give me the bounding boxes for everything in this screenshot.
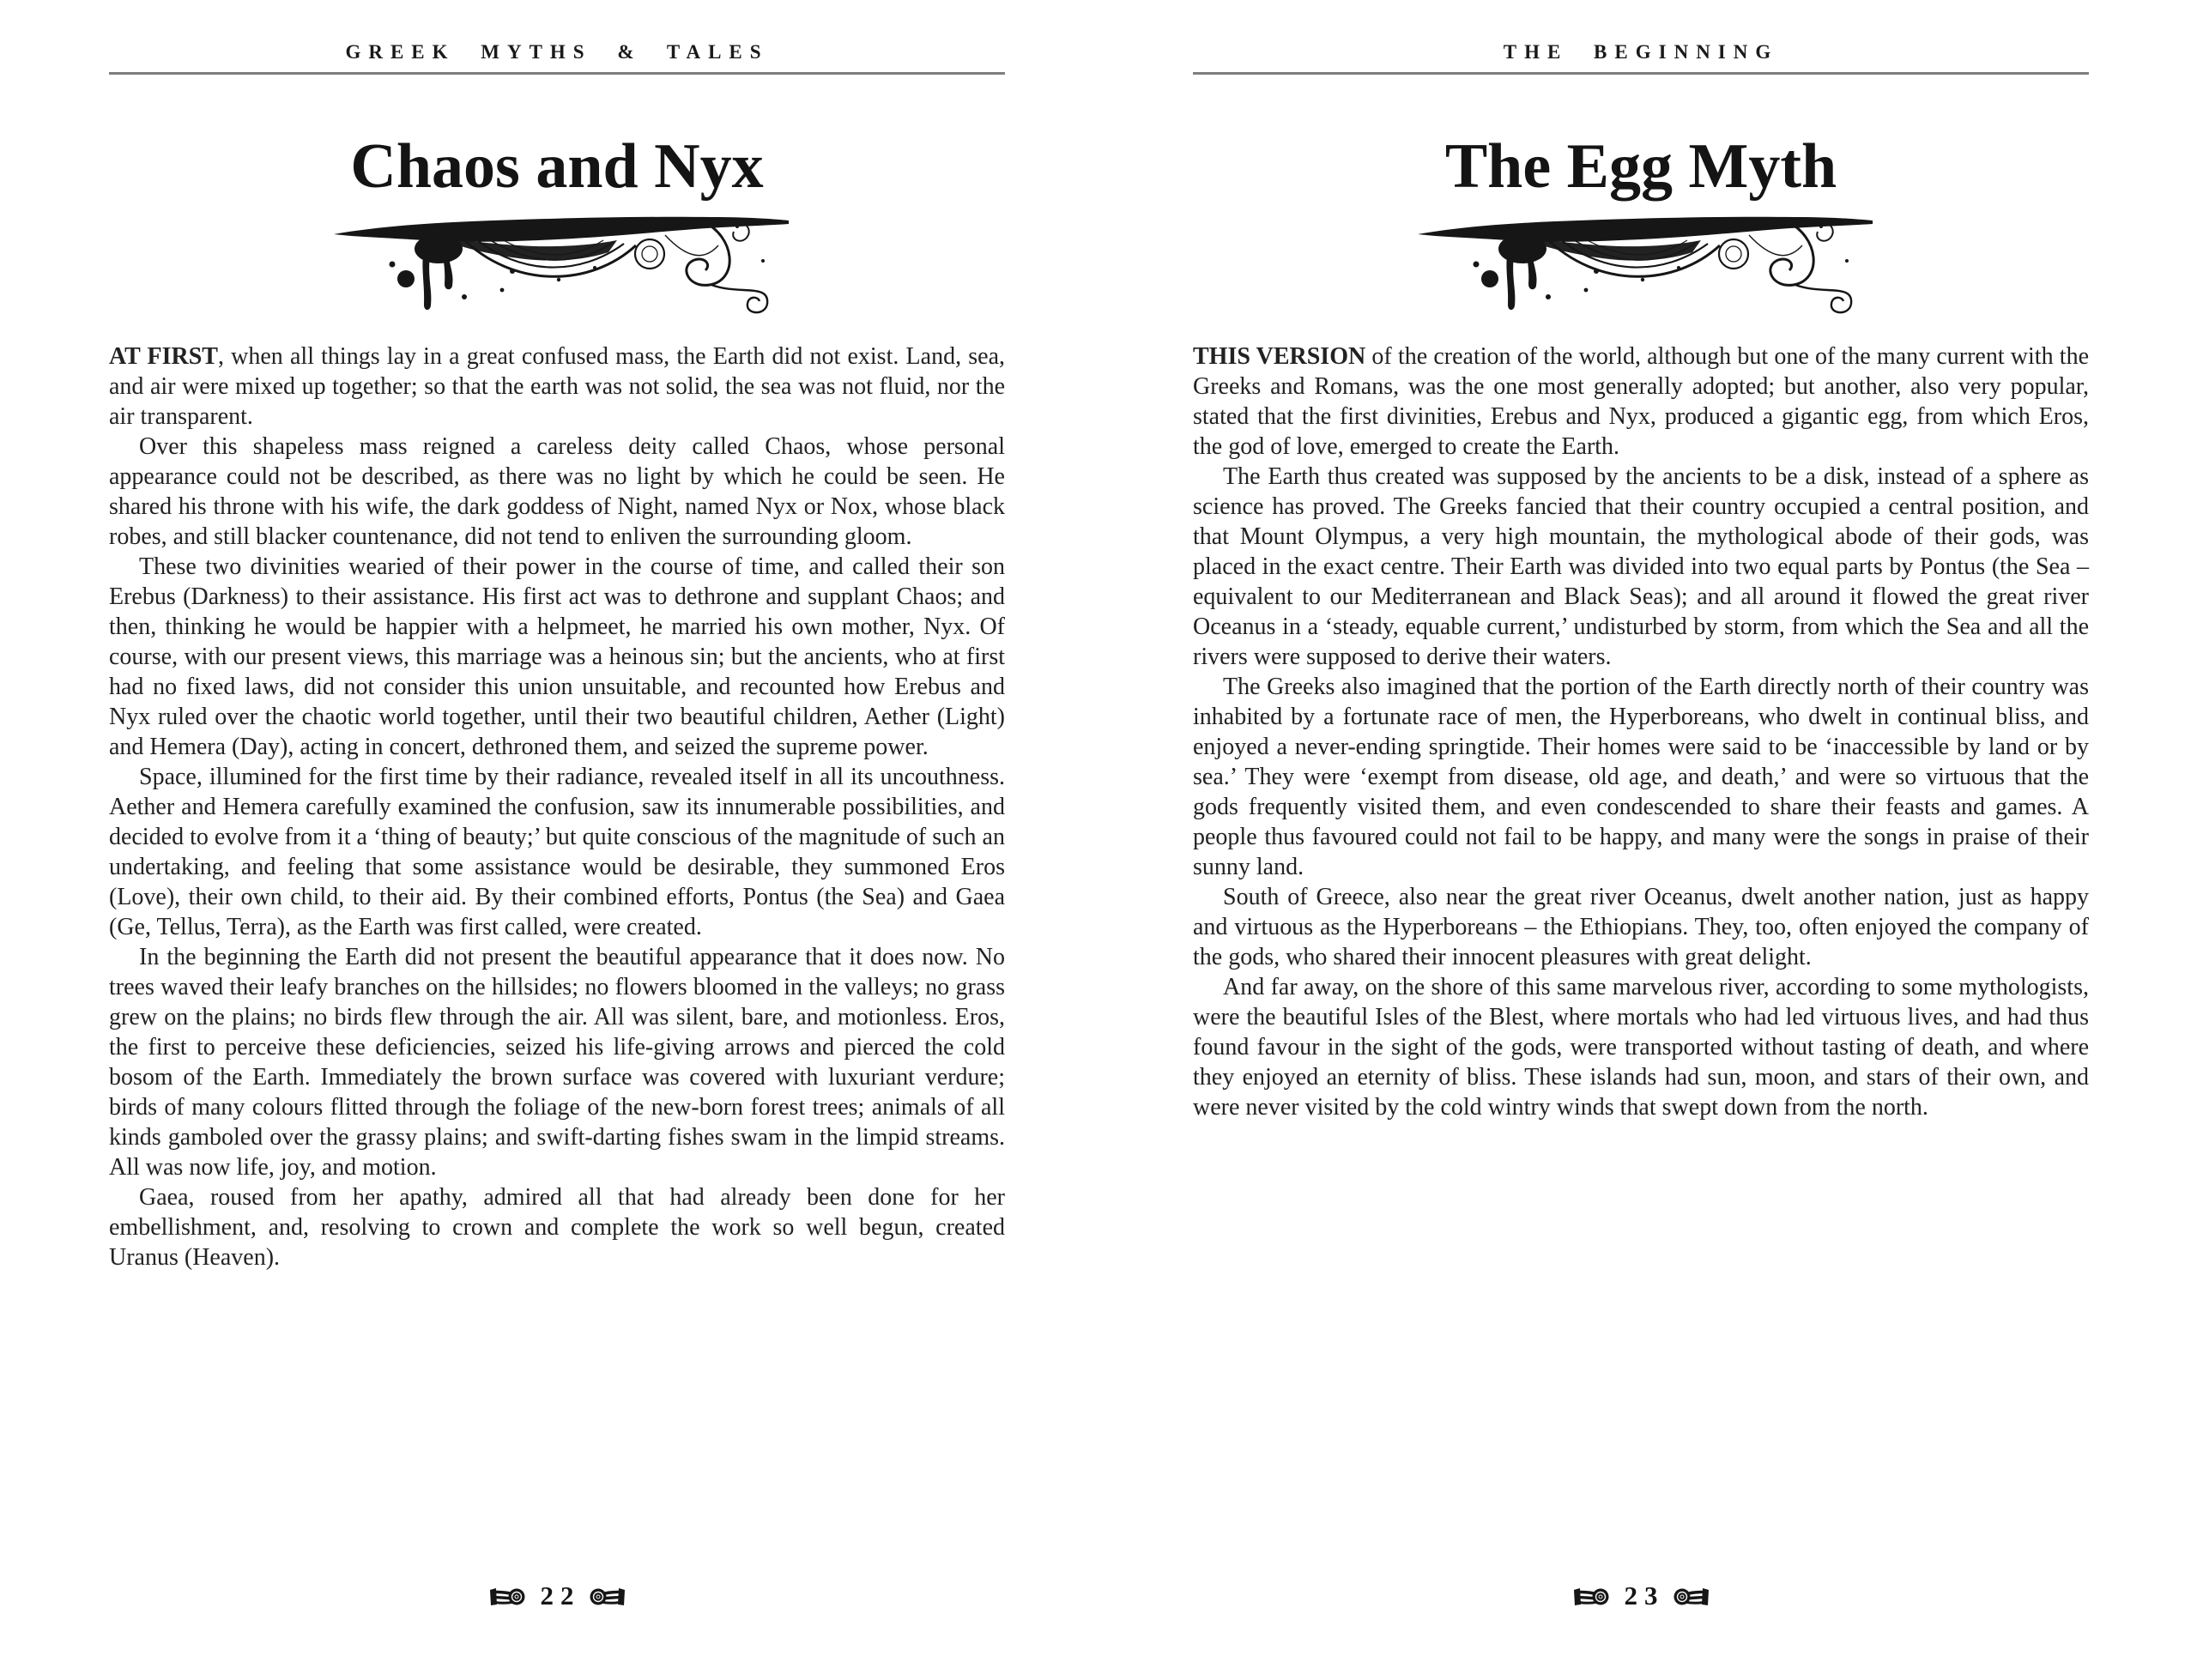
paragraph-lead: THIS VERSION bbox=[1193, 343, 1366, 370]
paragraph-text: , when all things lay in a great confused mass, the Earth did not exist. Land, sea, and air were mixed up together; so that the earth was not solid, the sea was not fluid, nor the air transparent. bbox=[109, 343, 1006, 430]
paragraph-text: The Earth thus created was supposed by the ancients to be a disk, instead of a sphere as science has proved. The Greeks fancied that their country occupied a central position, and that Mount Olympus, a very high mountain, the mythological abode of their gods, was placed in the exact centre. Their Earth was divided into two equal parts by Pontus (the Sea – equivalent to our Mediterranean and Black Seas); and all around it flowed the great river Oceanus in a ‘steady, equable current,’ undisturbed by storm, from which the Sea and all the rivers were supposed to derive their waters. bbox=[1193, 463, 2089, 670]
header-rule bbox=[1193, 72, 2089, 75]
running-head: THE BEGINNING bbox=[1503, 41, 1779, 63]
paragraph-text: South of Greece, also near the great river Oceanus, dwelt another nation, just as happy and virtuous as the Hyperboreans – the Ethiopians. They, too, often enjoyed the company of the gods, who shared their innocent pleasures with great delight. bbox=[1193, 884, 2089, 970]
winged-scroll-ornament-icon bbox=[590, 1584, 626, 1608]
page-number: 22 bbox=[540, 1580, 581, 1611]
paragraph bbox=[1193, 672, 2089, 882]
header-rule bbox=[109, 72, 1005, 75]
paragraph bbox=[109, 1182, 1005, 1272]
ink-splatter-flourish-icon bbox=[1418, 211, 1873, 317]
left-page bbox=[109, 0, 1005, 1680]
paragraph bbox=[109, 762, 1005, 942]
winged-scroll-ornament-icon bbox=[489, 1584, 525, 1608]
page-number: 23 bbox=[1624, 1580, 1665, 1611]
ink-splatter-flourish-icon bbox=[334, 211, 789, 317]
running-head: GREEK MYTHS & TALES bbox=[345, 41, 769, 63]
paragraph bbox=[109, 552, 1005, 762]
paragraph-lead: AT FIRST bbox=[109, 343, 218, 370]
paragraph bbox=[1193, 972, 2089, 1122]
winged-scroll-ornament-icon bbox=[1573, 1584, 1609, 1608]
body-text bbox=[109, 341, 1005, 1272]
winged-scroll-ornament-icon bbox=[1673, 1584, 1710, 1608]
paragraph-text: Gaea, roused from her apathy, admired all that had already been done for her embellishment, and, resolving to crown and complete the work so well begun, created Uranus (Heaven). bbox=[109, 1184, 1005, 1271]
paragraph-text: Space, illumined for the first time by their radiance, revealed itself in all its uncouthness. Aether and Hemera carefully examined the confusion, saw its innumerable possibilities, and decided to evolve from it a ‘thing of beauty;’ but quite conscious of the magnitude of such an undertaking, and feeling that some assistance would be desirable, they summoned Eros (Love), their own child, to their aid. By their combined efforts, Pontus (the Sea) and Gaea (Ge, Tellus, Terra), as the Earth was first called, were created. bbox=[109, 764, 1005, 940]
page-footer bbox=[1193, 1580, 2089, 1611]
right-page bbox=[1193, 0, 2089, 1680]
chapter-title: Chaos and Nyx bbox=[350, 131, 764, 202]
chapter-title: The Egg Myth bbox=[1444, 131, 1837, 202]
paragraph bbox=[109, 432, 1005, 552]
paragraph-text: These two divinities wearied of their power in the course of time, and called their son Erebus (Darkness) to their assistance. His first act was to dethrone and supplant Chaos; and then, thinking he would be happier with a helpmeet, he married his own mother, Nyx. Of course, with our present views, this marriage was a heinous sin; but the ancients, who at first had no fixed laws, did not consider this union unsuitable, and recounted how Erebus and Nyx ruled over the chaotic world together, until their two beautiful children, Aether (Light) and Hemera (Day), acting in concert, dethroned them, and seized the supreme power. bbox=[109, 553, 1005, 760]
paragraph bbox=[1193, 462, 2089, 672]
paragraph bbox=[109, 942, 1005, 1182]
body-text bbox=[1193, 341, 2089, 1122]
page-footer bbox=[109, 1580, 1005, 1611]
paragraph-text: of the creation of the world, although but one of the many current with the Greeks and Romans, was the one most generally adopted; but another, also very popular, stated that the first divinities, Erebus and Nyx, produced a gigantic egg, from which Eros, the god of love, emerged to create the Earth. bbox=[1193, 343, 2089, 460]
paragraph bbox=[1193, 341, 2089, 462]
paragraph-text: In the beginning the Earth did not present the beautiful appearance that it does now. No trees waved their leafy branches on the hillsides; no flowers bloomed in the valleys; no grass grew on the plains; no birds flew through the air. All was silent, bare, and motionless. Eros, the first to perceive these deficiencies, seized his life-giving arrows and pierced the cold bosom of the Earth. Immediately the brown surface was covered with luxuriant verdure; birds of many colours flitted through the foliage of the new-born forest trees; animals of all kinds gamboled over the grassy plains; and swift-darting fishes swam in the limpid streams. All was now life, joy, and motion. bbox=[109, 944, 1005, 1181]
paragraph-text: The Greeks also imagined that the portion of the Earth directly north of their country was inhabited by a fortunate race of men, the Hyperboreans, who dwelt in continual bliss, and enjoyed a never-ending springtide. Their homes were said to be ‘inaccessible by land or by sea.’ They were ‘exempt from disease, old age, and death,’ and were so virtuous that the gods frequently visited them, and even condescended to share their feasts and games. A people thus favoured could not fail to be happy, and many were the songs in praise of their sunny land. bbox=[1193, 674, 2089, 880]
paragraph-text: And far away, on the shore of this same marvelous river, according to some mythologists, were the beautiful Isles of the Blest, where mortals who had led virtuous lives, and had thus found favour in the sight of the gods, were transported without tasting of death, and where they enjoyed an eternity of bliss. These islands had sun, moon, and stars of their own, and were never visited by the cold wintry winds that swept down from the north. bbox=[1193, 974, 2089, 1121]
paragraph bbox=[1193, 882, 2089, 972]
paragraph-text: Over this shapeless mass reigned a careless deity called Chaos, whose personal appearance could not be described, as there was no light by which he could be seen. He shared his throne with his wife, the dark goddess of Night, named Nyx or Nox, whose black robes, and still blacker countenance, did not tend to enliven the surrounding gloom. bbox=[109, 433, 1005, 550]
paragraph bbox=[109, 341, 1005, 432]
